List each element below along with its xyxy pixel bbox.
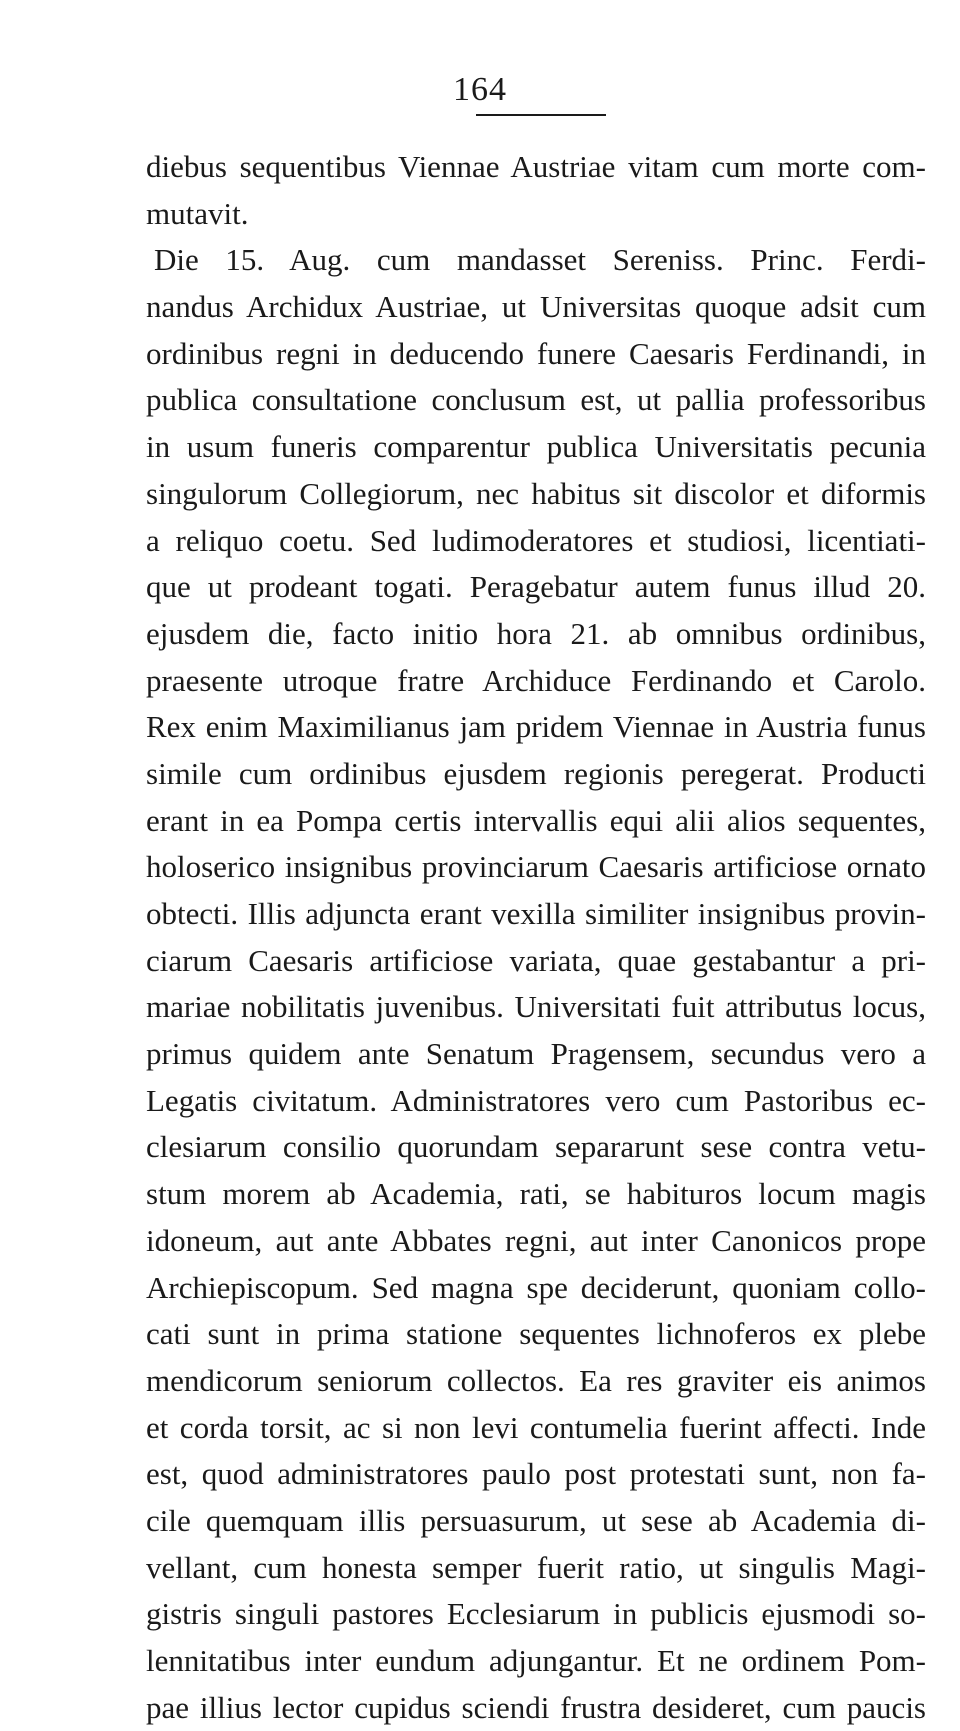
page-number: 164 — [453, 71, 507, 108]
text-line: mendicorum seniorum collectos. Ea res graviter eis animos — [146, 1362, 926, 1398]
text-line: obtecti. Illis adjuncta erant vexilla similiter insignibus provin- — [146, 896, 926, 931]
text-line: Rex enim Maximilianus jam pridem Viennae in Austria funus — [146, 709, 926, 745]
text-line: simile cum ordinibus ejusdem regionis peregerat. Producti — [146, 755, 926, 791]
text-line: mutavit. — [146, 195, 249, 231]
text-line: vellant, cum honesta semper fuerit ratio, ut singulis Magi- — [146, 1549, 926, 1585]
text-line: cati sunt in prima statione sequentes lichnoferos ex plebe — [146, 1316, 926, 1352]
text-line: diebus sequentibus Viennae Austriae vitam cum morte com- — [146, 149, 926, 184]
text-line: holoserico insignibus provinciarum Caesaris artificiose ornato — [146, 849, 926, 885]
text-line: Archiepiscopum. Sed magna spe deciderunt, quoniam collo- — [146, 1269, 926, 1305]
text-line: erant in ea Pompa certis intervallis equi alii alios sequentes, — [146, 802, 926, 838]
text-line: pae illius lector cupidus sciendi frustra desideret, cum paucis — [146, 1689, 926, 1725]
text-line: que ut prodeant togati. Peragebatur autem funus illud 20. — [146, 569, 926, 605]
text-line: cile quemquam illis persuasurum, ut sese ab Academia di- — [146, 1502, 926, 1538]
text-line: ordinibus regni in deducendo funere Caesaris Ferdinandi, in — [146, 335, 926, 371]
text-line: est, quod administratores paulo post protestati sunt, non fa- — [146, 1456, 926, 1492]
text-line: a reliquo coetu. Sed ludimoderatores et studiosi, licentiati- — [146, 522, 926, 558]
text-line: clesiarum consilio quorundam separarunt sese contra vetu- — [146, 1129, 926, 1165]
body-text — [146, 144, 926, 1731]
text-line: praesente utroque fratre Archiduce Ferdinando et Carolo. — [146, 662, 926, 698]
text-line: idoneum, aut ante Abbates regni, aut inter Canonicos prope — [146, 1222, 926, 1258]
text-line: publica consultatione conclusum est, ut pallia professoribus — [146, 382, 926, 418]
text-line: mariae nobilitatis juvenibus. Universitati fuit attributus locus, — [146, 989, 926, 1025]
text-line: ejusdem die, facto initio hora 21. ab omnibus ordinibus, — [146, 615, 926, 651]
text-line: singulorum Collegiorum, nec habitus sit discolor et diformis — [146, 475, 926, 511]
text-line: Die 15. Aug. cum mandasset Sereniss. Princ. Ferdi- — [154, 242, 926, 278]
text-line: primus quidem ante Senatum Pragensem, secundus vero a — [146, 1036, 926, 1072]
text-line: nandus Archidux Austriae, ut Universitas quoque adsit cum — [146, 289, 926, 325]
page-number-rule — [476, 114, 606, 116]
text-line: stum morem ab Academia, rati, se habituros locum magis — [146, 1176, 926, 1212]
text-line: et corda torsit, ac si non levi contumelia fuerint affecti. Inde — [146, 1409, 926, 1445]
text-line: Legatis civitatum. Administratores vero cum Pastoribus ec- — [146, 1082, 926, 1118]
text-line: lennitatibus inter eundum adjungantur. Et ne ordinem Pom- — [146, 1643, 926, 1678]
text-line: gistris singuli pastores Ecclesiarum in publicis ejusmodi so- — [146, 1596, 926, 1632]
text-line: in usum funeris comparentur publica Universitatis pecunia — [146, 429, 926, 465]
text-line: ciarum Caesaris artificiose variata, quae gestabantur a pri- — [146, 942, 926, 978]
